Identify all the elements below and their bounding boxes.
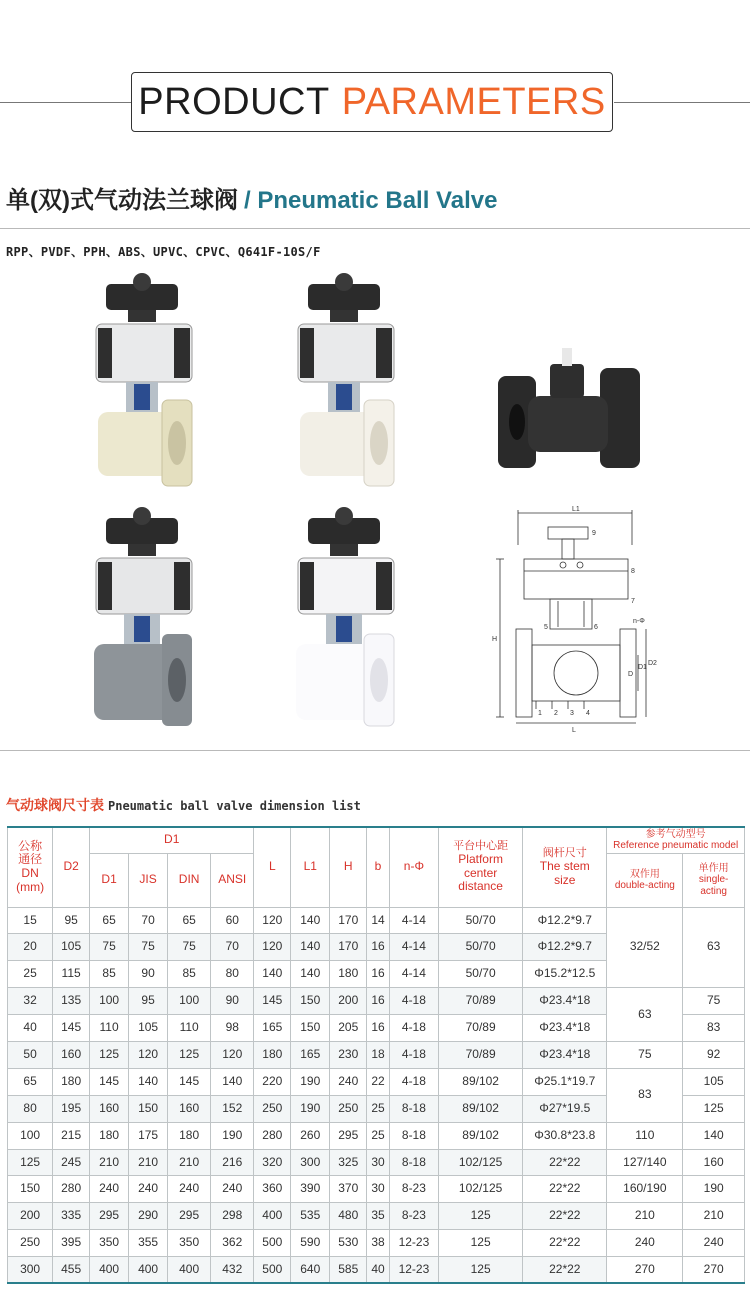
table-row: [8, 1122, 745, 1149]
table-cell: 60: [211, 907, 254, 934]
table-cell: 455: [53, 1257, 90, 1284]
table-cell: 22: [367, 1068, 390, 1095]
header-text: The stem: [539, 858, 590, 873]
table-cell: 4-18: [389, 1041, 438, 1068]
table-cell: 480: [330, 1203, 367, 1230]
table-cell: 195: [53, 1095, 90, 1122]
table-cell: 535: [291, 1203, 330, 1230]
header-d2: D2: [53, 827, 90, 907]
table-cell: 350: [90, 1230, 129, 1257]
table-cell: 80: [211, 961, 254, 988]
table-cell: 140: [254, 961, 291, 988]
table-cell: 75: [90, 934, 129, 961]
divider: [0, 228, 750, 229]
table-cell: 16: [367, 961, 390, 988]
table-cell-single-acting: 75: [683, 988, 745, 1015]
table-cell: 400: [129, 1257, 168, 1284]
part-label: 4: [586, 710, 590, 717]
table-cell: 30: [367, 1149, 390, 1176]
table-cell: 90: [129, 961, 168, 988]
table-cell: 152: [211, 1095, 254, 1122]
dim-label: D: [628, 671, 634, 678]
banner-word-product: PRODUCT: [138, 80, 330, 123]
table-row: [8, 1203, 745, 1230]
table-cell: 140: [291, 907, 330, 934]
table-cell: 210: [129, 1149, 168, 1176]
table-cell: 12-23: [389, 1230, 438, 1257]
valve-photo-pvdf: [290, 506, 402, 728]
table-cell-single-acting: 210: [683, 1203, 745, 1230]
table-cell: 216: [211, 1149, 254, 1176]
table-cell: 125: [8, 1149, 53, 1176]
table-cell-single-acting: 63: [683, 907, 745, 988]
table-cell: 8-23: [389, 1203, 438, 1230]
table-cell-single-acting: 125: [683, 1095, 745, 1122]
table-cell: 370: [330, 1176, 367, 1203]
product-title-en: / Pneumatic Ball Valve: [243, 187, 498, 214]
table-cell: 295: [168, 1203, 211, 1230]
table-cell: 30: [367, 1176, 390, 1203]
header-text: 公称: [18, 838, 43, 853]
table-cell: 250: [8, 1230, 53, 1257]
header-text: size: [554, 872, 576, 887]
dim-label-l: L: [572, 727, 576, 734]
table-cell: 8-18: [389, 1149, 438, 1176]
table-cell: 170: [330, 907, 367, 934]
table-cell: 160: [53, 1041, 90, 1068]
table-cell-double-acting: 127/140: [607, 1149, 683, 1176]
table-cell: Φ12.2*9.7: [523, 907, 607, 934]
table-cell: 16: [367, 988, 390, 1015]
table-cell: 145: [168, 1068, 211, 1095]
header-text: (mm): [16, 880, 45, 895]
table-cell: Φ30.8*23.8: [523, 1122, 607, 1149]
header-ansi: ANSI: [211, 853, 254, 907]
table-cell: 298: [211, 1203, 254, 1230]
table-cell: 65: [8, 1068, 53, 1095]
table-cell: 125: [168, 1041, 211, 1068]
table-cell: 140: [211, 1068, 254, 1095]
table-cell: 250: [330, 1095, 367, 1122]
table-cell: 245: [53, 1149, 90, 1176]
table-cell: 90: [211, 988, 254, 1015]
table-cell-single-acting: 83: [683, 1015, 745, 1042]
table-cell-double-acting: 75: [607, 1041, 683, 1068]
divider: [0, 750, 750, 751]
header-single-acting: [683, 853, 745, 907]
header-double-acting: [607, 853, 683, 907]
table-cell: 325: [330, 1149, 367, 1176]
table-cell: 140: [129, 1068, 168, 1095]
table-cell: 100: [168, 988, 211, 1015]
table-cell: 89/102: [439, 1122, 523, 1149]
table-cell-single-acting: 270: [683, 1257, 745, 1284]
header-text: 平台中心距: [453, 840, 509, 853]
table-cell: 100: [90, 988, 129, 1015]
table-cell: 640: [291, 1257, 330, 1284]
table-cell: Φ23.4*18: [523, 1041, 607, 1068]
dimension-list-title: [6, 795, 361, 815]
table-cell: 80: [8, 1095, 53, 1122]
valve-photo-white: [290, 272, 402, 494]
table-cell: 150: [129, 1095, 168, 1122]
table-cell: 8-18: [389, 1122, 438, 1149]
header-b: b: [367, 827, 390, 907]
table-cell: 140: [291, 961, 330, 988]
header-text: 双作用: [629, 868, 660, 880]
table-cell: 400: [90, 1257, 129, 1284]
table-cell: 145: [254, 988, 291, 1015]
table-cell: 190: [291, 1068, 330, 1095]
table-cell: 65: [90, 907, 129, 934]
table-cell: 50/70: [439, 907, 523, 934]
table-cell: 175: [129, 1122, 168, 1149]
table-cell: 12-23: [389, 1257, 438, 1284]
table-cell: 20: [8, 934, 53, 961]
product-title-cn: 单(双)式气动法兰球阀: [6, 187, 238, 214]
header-text: acting: [700, 885, 727, 897]
table-cell-single-acting: 92: [683, 1041, 745, 1068]
table-row: [8, 1230, 745, 1257]
table-cell: 16: [367, 934, 390, 961]
table-cell: 4-14: [389, 934, 438, 961]
table-cell: 180: [168, 1122, 211, 1149]
table-cell: 390: [291, 1176, 330, 1203]
table-cell: 290: [129, 1203, 168, 1230]
part-label: 9: [592, 530, 596, 537]
dimension-table: [7, 826, 745, 1284]
header-din: DIN: [168, 853, 211, 907]
table-cell: 125: [90, 1041, 129, 1068]
table-cell: 8-18: [389, 1095, 438, 1122]
table-cell: 22*22: [523, 1176, 607, 1203]
table-row: [8, 1041, 745, 1068]
table-cell-single-acting: 160: [683, 1149, 745, 1176]
table-cell: 150: [291, 1015, 330, 1042]
dim-label-h: H: [492, 636, 498, 643]
banner-word-parameters: PARAMETERS: [341, 80, 606, 123]
header-text: Platform: [458, 851, 503, 866]
table-cell-double-acting: 110: [607, 1122, 683, 1149]
table-cell-single-acting: 190: [683, 1176, 745, 1203]
table-cell: 125: [439, 1203, 523, 1230]
table-cell: 240: [168, 1176, 211, 1203]
dim-label-l1: L1: [572, 506, 580, 513]
table-cell: 22*22: [523, 1203, 607, 1230]
table-cell: 220: [254, 1068, 291, 1095]
table-cell: 102/125: [439, 1176, 523, 1203]
table-cell: 210: [90, 1149, 129, 1176]
header-platform: [439, 827, 523, 907]
table-cell: 165: [291, 1041, 330, 1068]
valve-photo-beige: [88, 272, 200, 494]
table-cell: 110: [90, 1015, 129, 1042]
table-cell: 95: [129, 988, 168, 1015]
header-h: H: [330, 827, 367, 907]
table-row: [8, 1257, 745, 1284]
table-cell: Φ12.2*9.7: [523, 934, 607, 961]
table-row: [8, 988, 745, 1015]
header-text: Reference pneumatic model: [613, 840, 739, 852]
banner-line-right: [614, 102, 750, 103]
table-cell: Φ23.4*18: [523, 988, 607, 1015]
header-reference-model: [607, 827, 745, 853]
table-cell: 15: [8, 907, 53, 934]
table-cell: 240: [90, 1176, 129, 1203]
header-n-phi: n-Φ: [389, 827, 438, 907]
table-cell: 250: [254, 1095, 291, 1122]
dimension-list-title-en: Pneumatic ball valve dimension list: [108, 799, 361, 813]
header-text: 阀杆尺寸: [542, 847, 587, 860]
table-cell: 165: [254, 1015, 291, 1042]
header-l1: L1: [291, 827, 330, 907]
table-cell: 140: [291, 934, 330, 961]
table-cell: 320: [254, 1149, 291, 1176]
header-text: DN: [21, 866, 39, 881]
table-cell: 4-14: [389, 907, 438, 934]
table-row: [8, 1149, 745, 1176]
table-cell-double-acting: 32/52: [607, 907, 683, 988]
table-cell: Φ15.2*12.5: [523, 961, 607, 988]
part-label: 8: [631, 568, 635, 575]
table-cell: Φ27*19.5: [523, 1095, 607, 1122]
table-cell: 22*22: [523, 1149, 607, 1176]
part-label: 3: [570, 710, 574, 717]
table-cell: 120: [254, 934, 291, 961]
table-cell: 18: [367, 1041, 390, 1068]
table-cell: 40: [8, 1015, 53, 1042]
table-cell: 85: [90, 961, 129, 988]
header-text: distance: [458, 879, 503, 894]
table-cell-single-acting: 105: [683, 1068, 745, 1095]
table-cell: 70: [211, 934, 254, 961]
table-cell: 25: [8, 961, 53, 988]
table-cell: 110: [168, 1015, 211, 1042]
table-cell: 105: [53, 934, 90, 961]
table-cell: 98: [211, 1015, 254, 1042]
table-cell: 100: [8, 1122, 53, 1149]
header-text: single-: [698, 874, 729, 886]
table-cell: 4-18: [389, 1068, 438, 1095]
header-text: center: [463, 865, 498, 880]
table-cell: 145: [53, 1015, 90, 1042]
table-cell: 50: [8, 1041, 53, 1068]
header-dn: [8, 827, 53, 907]
table-cell: 125: [439, 1257, 523, 1284]
table-cell: 50/70: [439, 934, 523, 961]
table-body: [8, 907, 745, 1283]
table-cell: 585: [330, 1257, 367, 1284]
table-cell: 32: [8, 988, 53, 1015]
table-cell: 70/89: [439, 1015, 523, 1042]
table-cell: 150: [291, 988, 330, 1015]
table-cell: 120: [129, 1041, 168, 1068]
table-cell: 360: [254, 1176, 291, 1203]
table-cell: 400: [254, 1203, 291, 1230]
table-cell: 38: [367, 1230, 390, 1257]
table-cell: 530: [330, 1230, 367, 1257]
table-cell: 500: [254, 1230, 291, 1257]
table-cell: 205: [330, 1015, 367, 1042]
table-cell: 215: [53, 1122, 90, 1149]
table-row: [8, 907, 745, 934]
table-cell: 160: [90, 1095, 129, 1122]
table-cell: 70: [129, 907, 168, 934]
table-cell: 335: [53, 1203, 90, 1230]
table-row: [8, 1176, 745, 1203]
banner-line-left: [0, 102, 132, 103]
table-cell: 120: [254, 907, 291, 934]
product-title: [6, 180, 497, 215]
header-jis: JIS: [129, 853, 168, 907]
table-cell-double-acting: 270: [607, 1257, 683, 1284]
table-cell-double-acting: 210: [607, 1203, 683, 1230]
valve-photo-grey: [88, 506, 200, 728]
table-cell: 500: [254, 1257, 291, 1284]
table-cell-double-acting: 160/190: [607, 1176, 683, 1203]
table-cell: 35: [367, 1203, 390, 1230]
page-banner: [131, 72, 613, 132]
header-text: 参考气动型号: [645, 828, 706, 840]
table-cell: Φ25.1*19.7: [523, 1068, 607, 1095]
table-cell: 300: [291, 1149, 330, 1176]
valve-photo-black: [492, 346, 644, 472]
table-cell: 65: [168, 907, 211, 934]
table-cell: 180: [90, 1122, 129, 1149]
table-cell: 362: [211, 1230, 254, 1257]
table-cell: 125: [439, 1230, 523, 1257]
part-label: 1: [538, 710, 542, 717]
table-cell: 200: [330, 988, 367, 1015]
materials-list: RPP、PVDF、PPH、ABS、UPVC、CPVC、Q641F-10S/F: [6, 245, 321, 259]
table-cell: 115: [53, 961, 90, 988]
table-cell: 16: [367, 1015, 390, 1042]
table-cell: 150: [8, 1176, 53, 1203]
table-cell: 240: [129, 1176, 168, 1203]
table-cell: Φ23.4*18: [523, 1015, 607, 1042]
table-cell: 400: [168, 1257, 211, 1284]
table-cell: 210: [168, 1149, 211, 1176]
table-cell: 95: [53, 907, 90, 934]
part-label: 2: [554, 710, 558, 717]
table-cell: 70/89: [439, 1041, 523, 1068]
table-cell: 295: [90, 1203, 129, 1230]
table-cell: 105: [129, 1015, 168, 1042]
table-cell: 350: [168, 1230, 211, 1257]
table-cell: 200: [8, 1203, 53, 1230]
part-label: 5: [544, 624, 548, 631]
table-cell-double-acting: 83: [607, 1068, 683, 1122]
table-cell: 135: [53, 988, 90, 1015]
table-cell-double-acting: 240: [607, 1230, 683, 1257]
table-cell: 120: [211, 1041, 254, 1068]
table-cell: 4-18: [389, 988, 438, 1015]
table-cell: 70/89: [439, 988, 523, 1015]
dimension-list-title-cn: 气动球阀尺寸表: [6, 797, 104, 813]
table-cell: 25: [367, 1122, 390, 1149]
table-cell: 85: [168, 961, 211, 988]
table-cell: 40: [367, 1257, 390, 1284]
table-cell: 160: [168, 1095, 211, 1122]
header-d1-group: D1: [90, 827, 254, 853]
table-cell: 89/102: [439, 1095, 523, 1122]
header-text: double-acting: [614, 880, 675, 891]
table-cell: 4-18: [389, 1015, 438, 1042]
table-cell: 4-14: [389, 961, 438, 988]
table-cell: 190: [291, 1095, 330, 1122]
table-cell: 300: [8, 1257, 53, 1284]
table-cell: 240: [211, 1176, 254, 1203]
table-cell: 50/70: [439, 961, 523, 988]
table-cell-single-acting: 240: [683, 1230, 745, 1257]
table-cell: 180: [53, 1068, 90, 1095]
table-cell: 240: [330, 1068, 367, 1095]
table-cell: 25: [367, 1095, 390, 1122]
table-cell: 230: [330, 1041, 367, 1068]
table-cell: 355: [129, 1230, 168, 1257]
table-cell: 22*22: [523, 1257, 607, 1284]
table-cell-double-acting: 63: [607, 988, 683, 1042]
table-row: [8, 1068, 745, 1095]
table-cell: 295: [330, 1122, 367, 1149]
table-cell: 170: [330, 934, 367, 961]
header-stem: [523, 827, 607, 907]
table-cell: 432: [211, 1257, 254, 1284]
table-cell: 190: [211, 1122, 254, 1149]
table-cell: 89/102: [439, 1068, 523, 1095]
header-text: 单作用: [698, 862, 729, 874]
table-cell: 280: [53, 1176, 90, 1203]
table-cell: 14: [367, 907, 390, 934]
dim-label-nphi: n-Φ: [633, 618, 645, 625]
dim-label: D2: [648, 660, 657, 667]
table-cell: 75: [168, 934, 211, 961]
table-cell: 22*22: [523, 1230, 607, 1257]
header-l: L: [254, 827, 291, 907]
header-text: 通径: [18, 852, 43, 867]
valve-technical-drawing: [488, 505, 658, 735]
part-label: 7: [631, 598, 635, 605]
table-cell: 102/125: [439, 1149, 523, 1176]
part-label: 6: [594, 624, 598, 631]
table-cell: 590: [291, 1230, 330, 1257]
header-d1: D1: [90, 853, 129, 907]
table-cell: 260: [291, 1122, 330, 1149]
dim-label: D1: [638, 664, 647, 671]
table-cell: 280: [254, 1122, 291, 1149]
table-cell: 145: [90, 1068, 129, 1095]
table-cell: 180: [330, 961, 367, 988]
table-cell: 8-23: [389, 1176, 438, 1203]
table-cell: 395: [53, 1230, 90, 1257]
table-cell-single-acting: 140: [683, 1122, 745, 1149]
table-cell: 180: [254, 1041, 291, 1068]
table-cell: 75: [129, 934, 168, 961]
